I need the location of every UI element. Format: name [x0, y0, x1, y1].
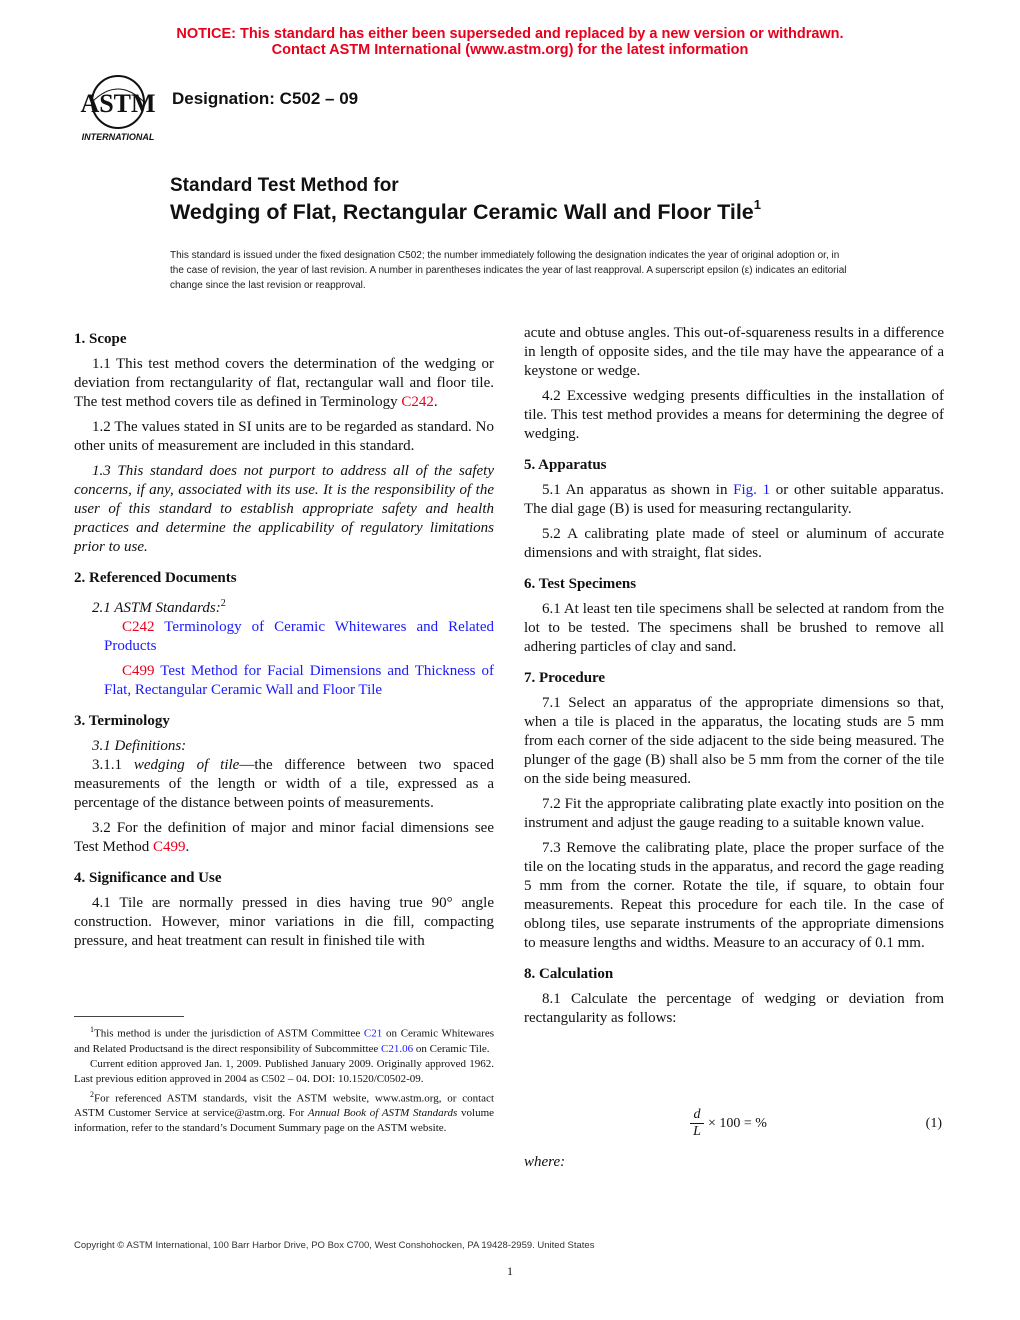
link-c21-06[interactable]: C21.06: [381, 1042, 414, 1055]
footnote-1-text-c: on Ceramic Tile.: [413, 1042, 490, 1055]
footnote-1-edition: Current edition approved Jan. 1, 2009. Published January 2009. Originally approved 1962. Last previous edition approved in 2004 as C502 – 04. DOI: 10.1520/C0502-09.: [74, 1057, 494, 1085]
para-1-1: [74, 355, 494, 412]
link-c21[interactable]: C21: [363, 1027, 383, 1040]
para-4-1-continued: acute and obtuse angles. This out-of-squareness results in a difference in length of opposite sides, and the tile may have the appearance of a keystone or wedge.: [524, 325, 944, 379]
para-2-1: [74, 594, 494, 618]
astm-standards-sup: 2: [220, 598, 226, 609]
equation-body: × 100 = %: [708, 1116, 767, 1131]
footnote-2-text-b: volume information, refer to the standard’s Document Summary page on the ASTM website.: [74, 1107, 495, 1135]
para-3-2-end: .: [185, 839, 190, 855]
equation-number: (1): [925, 1116, 942, 1131]
astm-logo: [72, 72, 164, 144]
section-8-heading: 8. Calculation: [524, 966, 614, 982]
equation-fraction: [690, 1107, 704, 1140]
section-6-heading: 6. Test Specimens: [524, 576, 637, 592]
para-4-2: 4.2 Excessive wedging presents difficulties in the installation of tile. This test method provides a means for determining the degree of wedging.: [524, 388, 944, 442]
footnote-1-text-a: This method is under the jurisdiction of ASTM Committee: [94, 1027, 364, 1040]
title-line-1: Standard Test Method for: [170, 175, 399, 196]
designation: Designation: C502 – 09: [172, 89, 359, 108]
ref-c242-code[interactable]: C242: [122, 619, 155, 635]
astm-standards-label: 2.1 ASTM Standards:: [92, 600, 221, 616]
left-column: [74, 322, 494, 957]
para-1-2: 1.2 The values stated in SI units are to be regarded as standard. No other units of measurement are included in this standard.: [74, 419, 494, 454]
para-7-2: 7.2 Fit the appropriate calibrating plate exactly into position on the instrument and adjust the gauge reading to a suitable known value.: [524, 796, 944, 831]
footnote-rule: [74, 1016, 184, 1017]
term-wedging-of-tile: wedging of tile: [133, 757, 240, 773]
equation-numerator: d: [690, 1107, 704, 1124]
section-7-heading: 7. Procedure: [524, 670, 606, 686]
para-5-1: [524, 481, 944, 519]
notice-line-1: NOTICE: This standard has either been superseded and replaced by a new version or withdrawn.: [176, 26, 844, 42]
footnote-2: [74, 1087, 494, 1137]
para-3-1-1-def: —the difference between two spaced measurements of the length or width of a tile, expressed as a percentage of the distance between points of measurements.: [74, 757, 494, 811]
para-5-2: 5.2 A calibrating plate made of steel or aluminum of accurate dimensions and with straight, flat sides.: [524, 526, 944, 561]
footnote-1-mark: 1: [90, 1025, 94, 1034]
footnotes: [74, 1022, 494, 1136]
footnote-2-mark: 2: [90, 1089, 94, 1099]
withdrawn-notice: [0, 26, 1020, 58]
para-7-3: 7.3 Remove the calibrating plate, place the proper surface of the tile on the locating studs in the apparatus, and record the gage reading 5 mm from the corner. Rotate the tile, if square, to obtain four measurements. Repeat this procedure for each tile. In the case of oblong tiles, use separate instruments of the appropriate dimensions to measure lengths and widths. Measure to an accuracy of 0.1 mm.: [524, 840, 944, 951]
where-label: where:: [524, 1154, 566, 1170]
para-5-1-text: 5.1 An apparatus as shown in: [542, 482, 734, 498]
astm-logo-mark-icon: [72, 72, 164, 144]
para-3-1-1-num: 3.1.1: [92, 757, 134, 773]
title-text: Wedging of Flat, Rectangular Ceramic Wall and Floor Tile: [170, 200, 754, 225]
section-1-heading: 1. Scope: [74, 331, 127, 347]
section-4-heading: 4. Significance and Use: [74, 870, 222, 886]
logo-text: ASTM: [80, 89, 156, 118]
para-7-1: 7.1 Select an apparatus of the appropriate dimensions so that, when a tile is placed in the apparatus, the locating studs are 5 mm from each corner of the side adjacent to the side being measured. The plunger of the gage (B) shall also be 5 mm from the corner of the tile on the side being measured.: [524, 695, 944, 787]
ref-c242-title[interactable]: Terminology of Ceramic Whitewares and Related Products: [104, 619, 494, 654]
section-5-heading: 5. Apparatus: [524, 457, 607, 473]
section-2-heading: 2. Referenced Documents: [74, 570, 237, 586]
link-c499[interactable]: C499: [152, 839, 186, 855]
equation-1: [690, 1107, 942, 1143]
preamble: This standard is issued under the fixed designation C502; the number immediately following the designation indicates the year of original adoption or, in the case of revision, the year of last revision. A number in parentheses indicates the year of last reapproval. A superscript epsilon (ε) indicates an editorial change since the last revision or reapproval.: [170, 250, 847, 291]
para-1-3: 1.3 This standard does not purport to address all of the safety concerns, if any, associated with its use. It is the responsibility of the user of this standard to establish appropriate safety and health practices and determine the applicability of regulatory limitations prior to use.: [74, 463, 494, 555]
footnote-2-book-title: Annual Book of ASTM Standards: [307, 1107, 458, 1120]
para-6-1: 6.1 At least ten tile specimens shall be selected at random from the lot to be tested. The specimens shall be brushed to remove all adhering particles of clay and sand.: [524, 601, 944, 655]
page-number: 1: [507, 1264, 513, 1278]
notice-line-2: Contact ASTM International (www.astm.org) for the latest information: [271, 42, 749, 58]
para-1-1-end: .: [433, 394, 438, 410]
right-column: [524, 324, 944, 1034]
para-5-1-end: or other suitable apparatus. The dial gage (B) is used for measuring rectangularity.: [524, 482, 945, 517]
para-1-1-text: 1.1 This test method covers the determination of the wedging or deviation from rectangularity of flat, rectangular wall and floor tile. The test method covers tile as defined in Terminology: [74, 356, 494, 410]
copyright: Copyright © ASTM International, 100 Barr Harbor Drive, PO Box C700, West Conshohocken, PA 19428-2959. United States: [74, 1240, 595, 1251]
para-3-1: 3.1 Definitions:: [92, 738, 187, 754]
title-footnote-mark: 1: [753, 197, 761, 212]
logo-subtext: INTERNATIONAL: [81, 132, 155, 142]
link-c242[interactable]: C242: [401, 394, 434, 410]
footnote-2-text-a: For referenced ASTM standards, visit the ASTM website, www.astm.org, or contact ASTM Customer Service at service@astm.org. For: [74, 1092, 494, 1120]
equation-denominator: L: [693, 1124, 701, 1139]
footnote-1-text-b: on Ceramic Whitewares and Related Productsand is the direct responsibility of Subcommittee: [74, 1027, 494, 1055]
para-8-1: 8.1 Calculate the percentage of wedging or deviation from rectangularity as follows:: [524, 991, 944, 1026]
para-4-1: 4.1 Tile are normally pressed in dies having true 90° angle construction. However, minor variations in die fill, compacting pressure, and heat treatment can result in finished tile with: [74, 895, 494, 949]
ref-c499-code[interactable]: C499: [122, 663, 155, 679]
footnote-1: [74, 1022, 494, 1057]
reference-c242[interactable]: [74, 618, 494, 656]
link-fig-1[interactable]: Fig. 1: [733, 482, 771, 498]
para-3-1-1: [74, 756, 494, 813]
para-3-2-text: 3.2 For the definition of major and minor facial dimensions see Test Method: [74, 820, 494, 855]
ref-c499-title[interactable]: Test Method for Facial Dimensions and Thickness of Flat, Rectangular Ceramic Wall and Floor Tile: [104, 663, 494, 698]
reference-c499[interactable]: [74, 662, 494, 700]
section-3-heading: 3. Terminology: [74, 713, 170, 729]
para-3-2: [74, 819, 494, 857]
title-line-2: [170, 199, 761, 225]
